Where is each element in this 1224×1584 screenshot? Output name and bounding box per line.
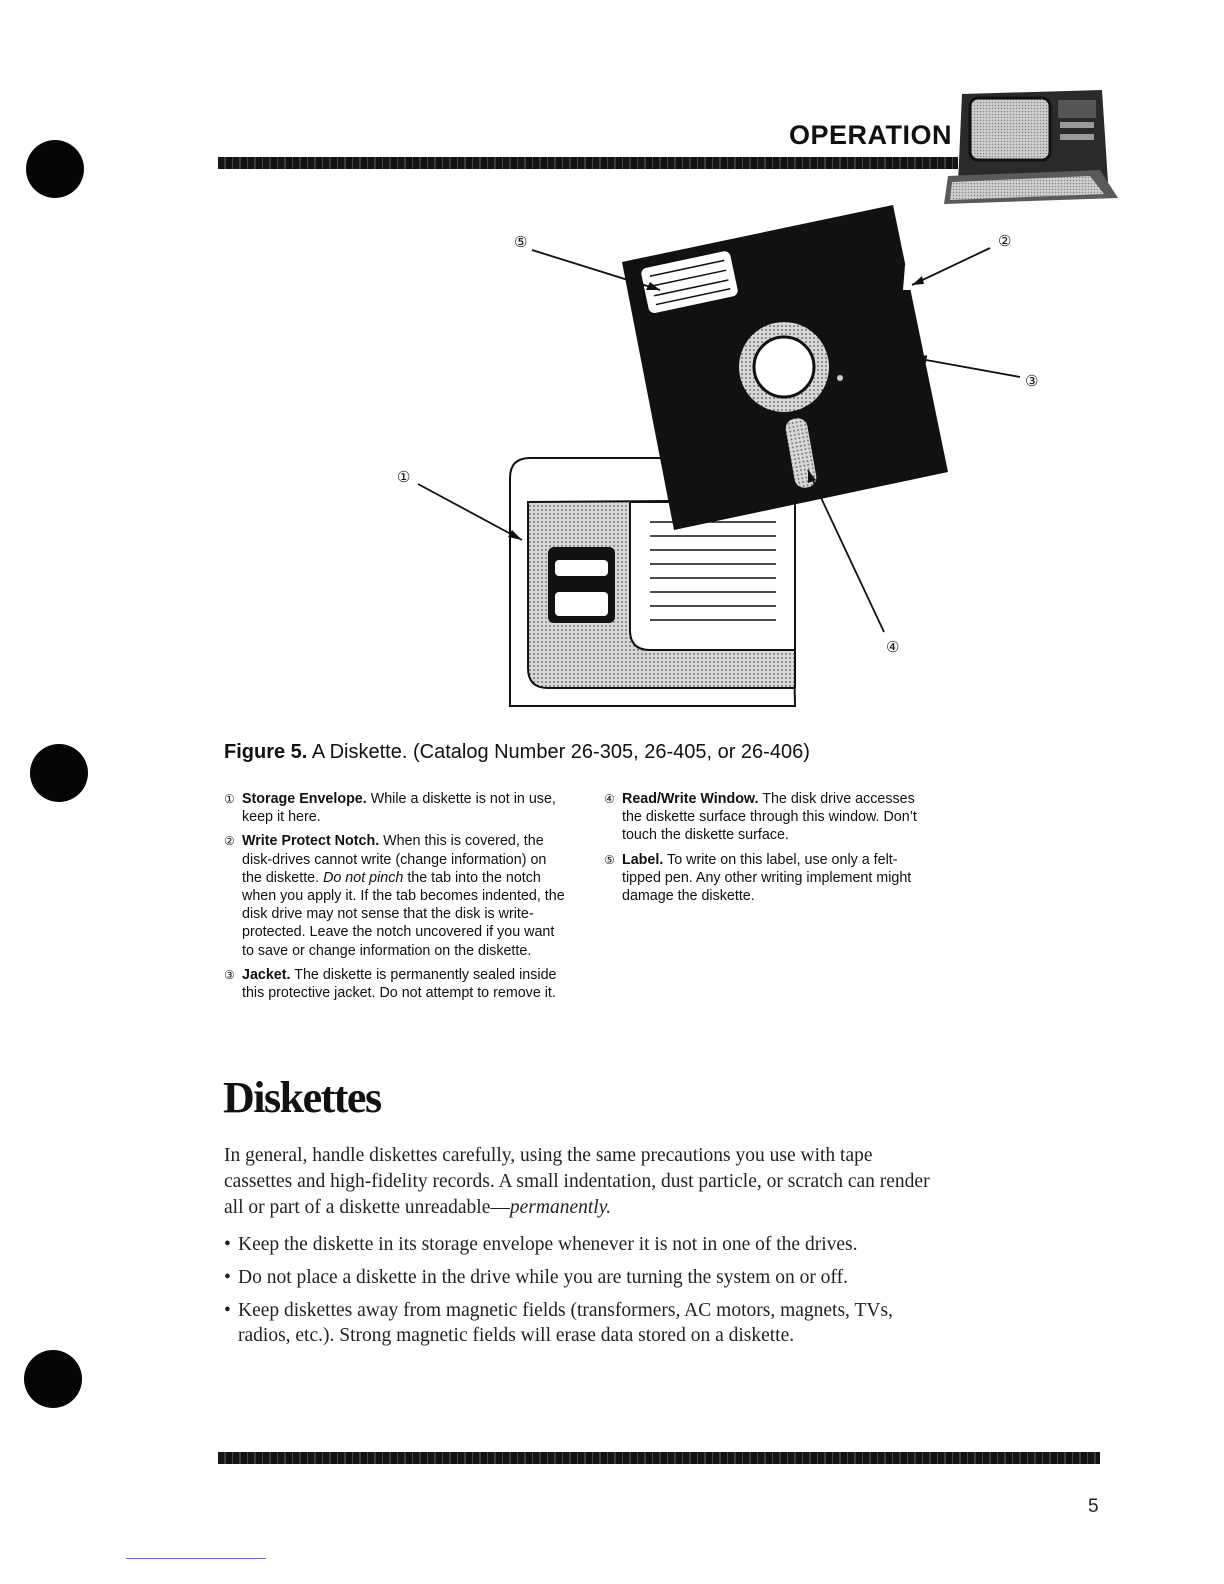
bullet-glyph: • [224,1234,231,1255]
part-item [604,790,934,845]
caption-label: Figure 5. [224,741,308,763]
figure-caption [224,741,810,764]
diskette-figure [0,0,1224,760]
callout-3: ③ [1025,374,1039,390]
section-heading: Diskettes [223,1073,381,1122]
list-item [224,1232,944,1257]
list-item [224,1298,944,1348]
list-item [224,1265,944,1290]
bullet-glyph: • [224,1267,231,1288]
part-number: ① [224,792,235,806]
section-title: OPERATION [788,120,952,150]
callout-2: ② [998,234,1012,250]
parts-column-right [604,790,934,911]
part-term: Label. [622,851,664,868]
part-text-emphasis: Do not pinch [323,869,404,886]
part-term: Write Protect Notch. [242,833,380,850]
footer-underline [126,1558,266,1559]
part-text: The diskette is permanently sealed inside this protective jacket. Do not attempt to remove it. [242,966,557,1002]
handling-list [224,1232,944,1356]
bullet-glyph: • [224,1300,231,1321]
part-number: ⑤ [604,852,615,867]
part-text: the tab into the notch when you apply it. If the tab becomes indented, the disk drive may not sense that the disk is write-protected. Leave the notch uncovered if you want to save or change information on the diskette. [242,869,565,959]
list-item-text: Keep diskettes away from magnetic fields (transformers, AC motors, magnets, TVs, radios, etc.). Strong magnetic fields will erase data stored on a diskette. [238,1300,893,1346]
intro-text: In general, handle diskettes carefully, using the same precautions you use with tape cassettes and high-fidelity records. A small indentation, dust particle, or scratch can render all or part of a diskette unreadable— [224,1145,930,1218]
part-term: Read/Write Window. [622,791,759,807]
parts-column-left [224,790,569,1008]
part-item [224,832,569,959]
part-text: While a diskette is not in use, keep it here. [242,791,556,826]
part-text: When this is covered, the disk-drives cannot write (change information) on the diskette. [242,833,547,886]
footer-rule [218,1452,1100,1464]
part-number: ③ [224,967,235,982]
list-item-text: Do not place a diskette in the drive while you are turning the system on or off. [238,1267,848,1288]
caption-text: A Diskette. (Catalog Number 26-305, 26-405, or 26-406) [307,741,810,763]
part-text: To write on this label, use only a felt-tipped pen. Any other writing implement might damage the diskette. [622,851,912,905]
list-item-text: Keep the diskette in its storage envelope whenever it is not in one of the drives. [238,1234,858,1255]
intro-paragraph [224,1143,934,1221]
callout-5: ⑤ [514,235,528,251]
intro-emphasis: permanently. [509,1197,612,1218]
part-item [604,851,934,906]
page-number: 5 [1088,1496,1099,1517]
binder-hole-bottom [24,1350,82,1408]
part-term: Storage Envelope. [242,791,367,807]
part-text: The disk drive accesses the diskette surface through this window. Don’t touch the diskette surface. [622,791,917,844]
part-number: ② [224,834,235,849]
part-number: ④ [604,792,615,806]
callout-4: ④ [886,640,900,656]
part-term: Jacket. [242,966,291,983]
part-item [224,790,569,826]
part-item [224,966,569,1002]
callout-1: ① [397,470,411,486]
